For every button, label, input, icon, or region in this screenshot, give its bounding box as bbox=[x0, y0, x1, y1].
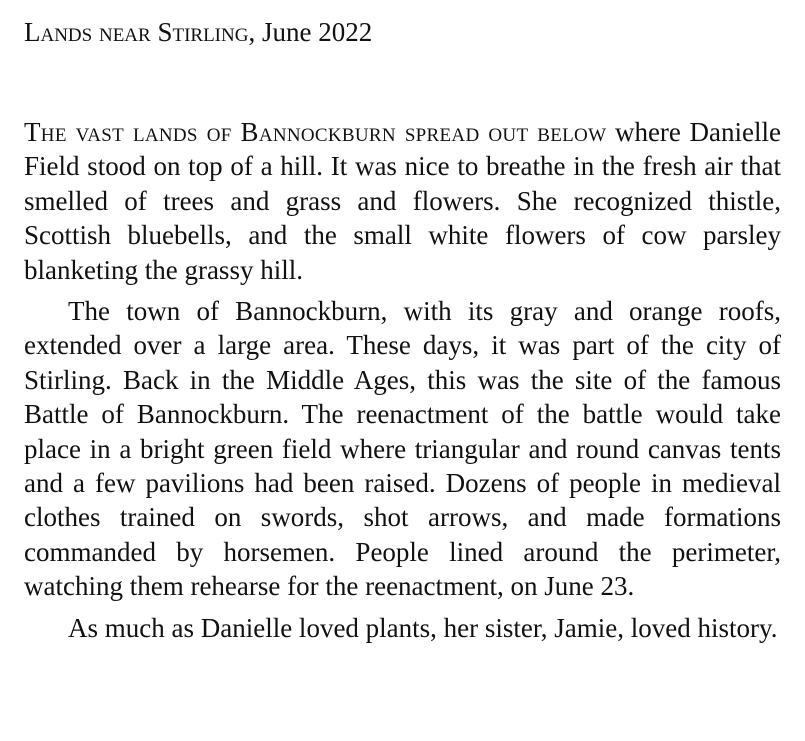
paragraph-1 bbox=[24, 115, 781, 287]
book-page bbox=[24, 0, 781, 645]
scene-heading-place: Lands near Stirling bbox=[24, 17, 249, 47]
paragraph-2: The town of Bannockburn, with its gray and orange roofs, extended over a large area. These days, it was part of the city of Stirling. Back in the Middle Ages, this was the site of the famous Battle of Bannockburn. The reenactment of the battle would take place in a bright green field where triangular and round canvas tents and a few pavilions had been raised. Dozens of people in medieval clothes trained on swords, shot arrows, and made formations commanded by horsemen. People lined around the perimeter, watching them rehearse for the reenactment, on June 23. bbox=[24, 296, 781, 602]
scene-heading-date: June 2022 bbox=[261, 17, 373, 47]
paragraph-1-lead-in: The vast lands of Bannockburn spread out below bbox=[24, 117, 607, 147]
scene-heading bbox=[24, 0, 781, 49]
paragraph-1-text: where Danielle Field stood on top of a hill. It was nice to breathe in the fresh air that smelled of trees and grass and flowers. She recognized thistle, Scottish bluebells, and the small white flowers of cow parsley blanketing the grassy hill. bbox=[24, 117, 781, 285]
scene-heading-separator: , bbox=[248, 17, 262, 47]
paragraph-3: As much as Danielle loved plants, her sister, Jamie, loved history. bbox=[68, 612, 778, 643]
